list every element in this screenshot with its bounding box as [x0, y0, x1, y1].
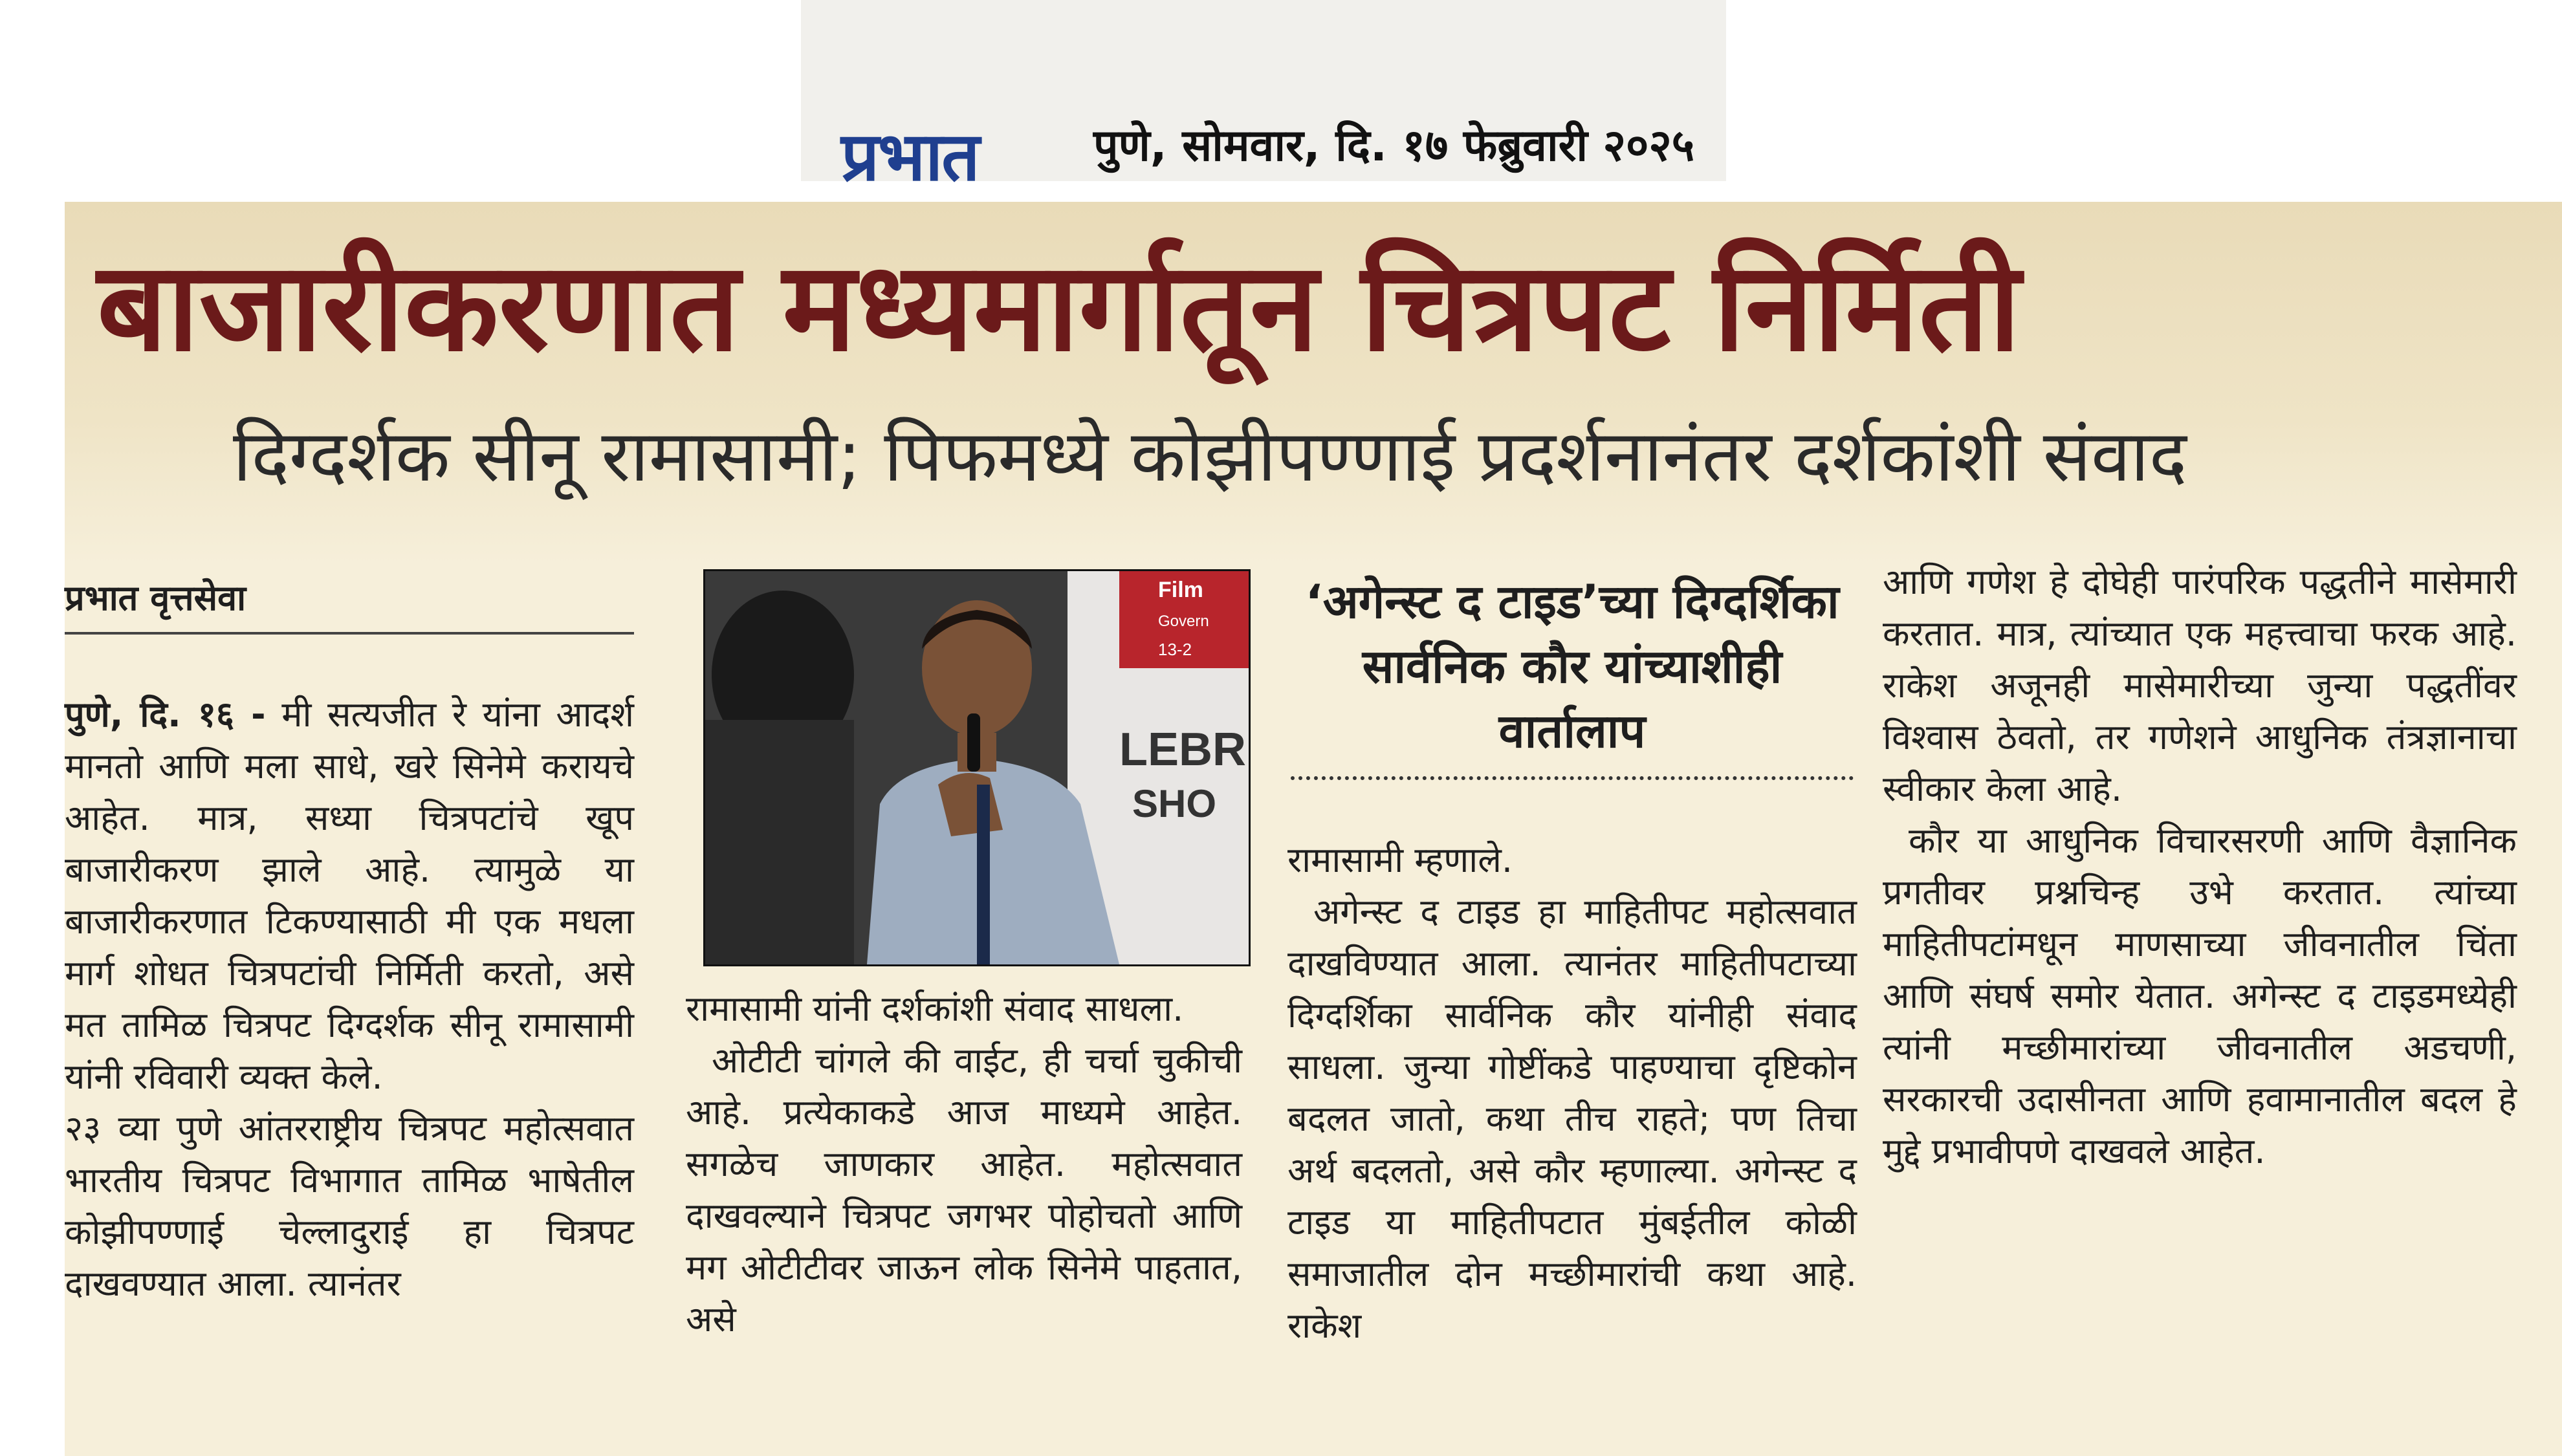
article-column-1 [65, 689, 634, 1310]
article-photo [703, 569, 1251, 966]
byline: प्रभात वृत्तसेवा [65, 572, 634, 635]
paragraph [65, 689, 634, 1103]
banner-text-main: LEBR [1119, 724, 1246, 776]
masthead-dateline: पुणे, सोमवार, दि. १७ फेब्रुवारी २०२५ [1093, 120, 1695, 171]
article-column-4 [1883, 556, 2517, 1177]
paragraph: अगेन्स्ट द टाइड हा माहितीपट महोत्सवात दाखविण्यात आला. त्यानंतर माहितीपटाच्या दिग्दर्शिका सार्वनिक कौर यांनीही संवाद साधला. जुन्या गोष्टींकडे पाहण्याचा दृष्टिकोन बदलत जातो, कथा तीच राहते; पण तिचा अर्थ बदलतो, असे कौर म्हणाल्या. अगेन्स्ट द टाइड या माहितीपटात मुंबईतील कोळी समाजातील दोन मच्छीमारांची कथा आहे. राकेश [1287, 891, 1857, 1346]
banner-text-date: 13-2 [1158, 640, 1192, 659]
article-headline: बाजारीकरणात मध्यमार्गातून चित्रपट निर्मिती [97, 235, 2021, 378]
article-dateline: पुणे, दि. १६ - [65, 694, 266, 735]
banner-text-top: Film [1158, 578, 1203, 602]
article-subheadline: दिग्दर्शक सीनू रामासामी; पिफमध्ये कोझीपण्णाई प्रदर्शनानंतर दर्शकांशी संवाद [233, 415, 2187, 497]
paragraph: आणि गणेश हे दोघेही पारंपरिक पद्धतीने मासेमारी करतात. मात्र, त्यांच्यात एक महत्त्वाचा फरक आहे. राकेश अजूनही मासेमारीच्या जुन्या पद्धतींवर विश्वास ठेवतो, तर गणेशने आधुनिक तंत्रज्ञानाचा स्वीकार केला आहे. [1883, 561, 2517, 809]
banner-text-main-2: SHO [1132, 782, 1217, 825]
photo-illustration [705, 571, 1249, 964]
paragraph: ओटीटी चांगले की वाईट, ही चर्चा चुकीची आहे. प्रत्येकाकडे आज माध्यमे आहेत. सगळेच जाणकार आहेत. महोत्सवात दाखवल्याने चित्रपट जगभर पोहोचतो आणि मग ओटीटीवर जाऊन लोक सिनेमे पाहतात, असे [686, 1040, 1242, 1340]
subsection-kicker: ‘अगेन्स्ट द टाइड’च्या दिग्दर्शिका सार्वनिक कौर यांच्याशीही वार्तालाप [1305, 574, 1839, 758]
banner-text-sub: Govern [1158, 613, 1209, 630]
paragraph-text: मी सत्यजीत रे यांना आदर्श मानतो आणि मला साधे, खरे सिनेमे करायचे आहेत. मात्र, सध्या चित्रपटांचे खूप बाजारीकरण झाले आहे. त्यामुळे या बाजारीकरणात टिकण्यासाठी मी एक मधला मार्ग शोधत चित्रपटांची निर्मिती करतो, असे मत तामिळ चित्रपट दिग्दर्शक सीनू रामासामी यांनी रविवारी व्यक्त केले. [65, 694, 635, 1097]
paragraph: रामासामी म्हणाले. [1287, 840, 1513, 880]
newspaper-logo: प्रभात [841, 117, 979, 196]
dotted-divider [1291, 776, 1854, 780]
paragraph: रामासामी यांनी दर्शकांशी संवाद साधला. [686, 988, 1184, 1029]
paragraph: कौर या आधुनिक विचारसरणी आणि वैज्ञानिक प्रगतीवर प्रश्नचिन्ह उभे करतात. त्यांच्या माहितीपटांमधून माणसाच्या जीवनातील चिंता आणि संघर्ष समोर येतात. अगेन्स्ट द टाइडमध्येही त्यांनी मच्छीमारांच्या जीवनातील अडचणी, सरकारची उदासीनता आणि हवामानातील बदल हे मुद्दे प्रभावीपणे दाखवले आहेत. [1883, 820, 2517, 1171]
article-column-2 [686, 983, 1242, 1345]
paragraph: २३ व्या पुणे आंतरराष्ट्रीय चित्रपट महोत्सवात भारतीय चित्रपट विभागात तामिळ भाषेतील कोझीपण्णाई चेल्लादुराई हा चित्रपट दाखवण्यात आला. त्यानंतर [65, 1108, 634, 1304]
article-column-3 [1287, 834, 1857, 1352]
